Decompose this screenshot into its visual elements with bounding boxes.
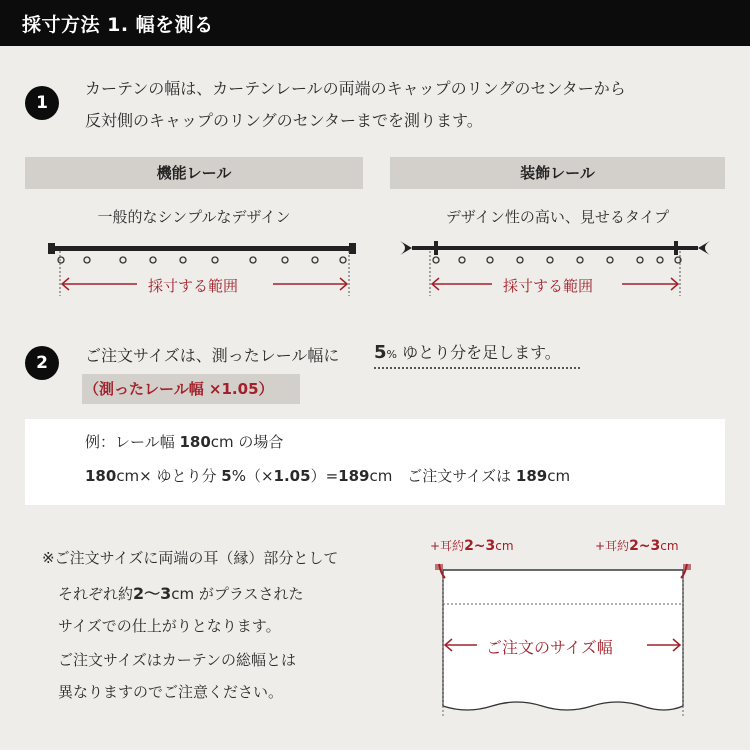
note-line-2-pre: それぞれ約 [58, 585, 134, 603]
example-rail-unit: cm [210, 433, 234, 451]
ear-left-value: 2~3 [464, 538, 496, 554]
note-line-5: 異なりますのでご注意ください。 [58, 683, 284, 701]
step-2-text [85, 343, 339, 366]
example-text-h: cm ご注文サイズは [369, 467, 516, 485]
example-text-j: cm [547, 467, 571, 485]
functional-rail-header: 機能レール [25, 157, 363, 189]
note-ear-value: 2〜3 [133, 584, 172, 603]
decorative-range-label: 採寸する範囲 [503, 277, 594, 295]
decorative-rail-header: 装飾レール [390, 157, 725, 189]
step-1-badge: 1 [25, 86, 59, 120]
example-text-f: ）= [310, 467, 339, 485]
ear-left-pre: +耳約 [430, 539, 465, 553]
ear-left-unit: cm [495, 539, 514, 553]
example-line-1-pre: 例：レール幅 [85, 433, 180, 451]
note-ear-unit: cm [171, 585, 195, 603]
example-line-2 [85, 465, 570, 486]
note-line-3: サイズでの仕上がりとなります。 [58, 617, 281, 635]
example-text-d: %（× [231, 467, 274, 485]
ear-left-label [430, 537, 514, 554]
note-line-4: ご注文サイズはカーテンの総幅とは [58, 651, 297, 669]
page-title: 採寸方法 1. 幅を測る [22, 14, 214, 36]
page-header [0, 0, 750, 46]
example-rail-width: 180 [179, 433, 211, 451]
functional-rail-description: 一般的なシンプルなデザイン [97, 208, 291, 226]
note-line-2-post: がプラスされた [194, 585, 304, 603]
step-2-text-post: ゆとり分を足します。 [396, 343, 561, 362]
note-line-1: ※ご注文サイズに両端の耳（縁）部分として [42, 549, 339, 567]
example-value-c: 5 [221, 467, 232, 485]
example-line-1-post: の場合 [233, 433, 284, 451]
functional-range-label: 採寸する範囲 [148, 277, 239, 295]
example-text-b: cm× ゆとり分 [116, 467, 222, 485]
step-2-percent-value: 5 [374, 342, 387, 363]
ear-right-pre: +耳約 [595, 539, 630, 553]
step-2-text-pre: ご注文サイズは、測ったレール幅に [85, 346, 340, 365]
example-value-g: 189 [338, 467, 370, 485]
step-2-emphasis [374, 340, 580, 369]
note-line-2 [58, 581, 303, 604]
example-value-a: 180 [85, 467, 117, 485]
ear-right-unit: cm [660, 539, 679, 553]
example-value-e: 1.05 [273, 467, 311, 485]
ear-right-label [595, 537, 679, 554]
ear-right-value: 2~3 [629, 538, 661, 554]
step-2-badge: 2 [25, 346, 59, 380]
decorative-rail-description: デザイン性の高い、見せるタイプ [445, 208, 670, 226]
step-2-formula: （測ったレール幅 ×1.05） [84, 380, 274, 398]
step-1-line-2: 反対側のキャップのリングのセンターまでを測ります。 [85, 111, 483, 130]
example-line-1 [85, 431, 283, 452]
order-width-label: ご注文のサイズ幅 [486, 638, 613, 657]
step-2-percent-unit: % [386, 348, 397, 361]
step-1-line-1: カーテンの幅は、カーテンレールの両端のキャップのリングのセンターから [85, 79, 626, 98]
example-value-i: 189 [515, 467, 548, 485]
